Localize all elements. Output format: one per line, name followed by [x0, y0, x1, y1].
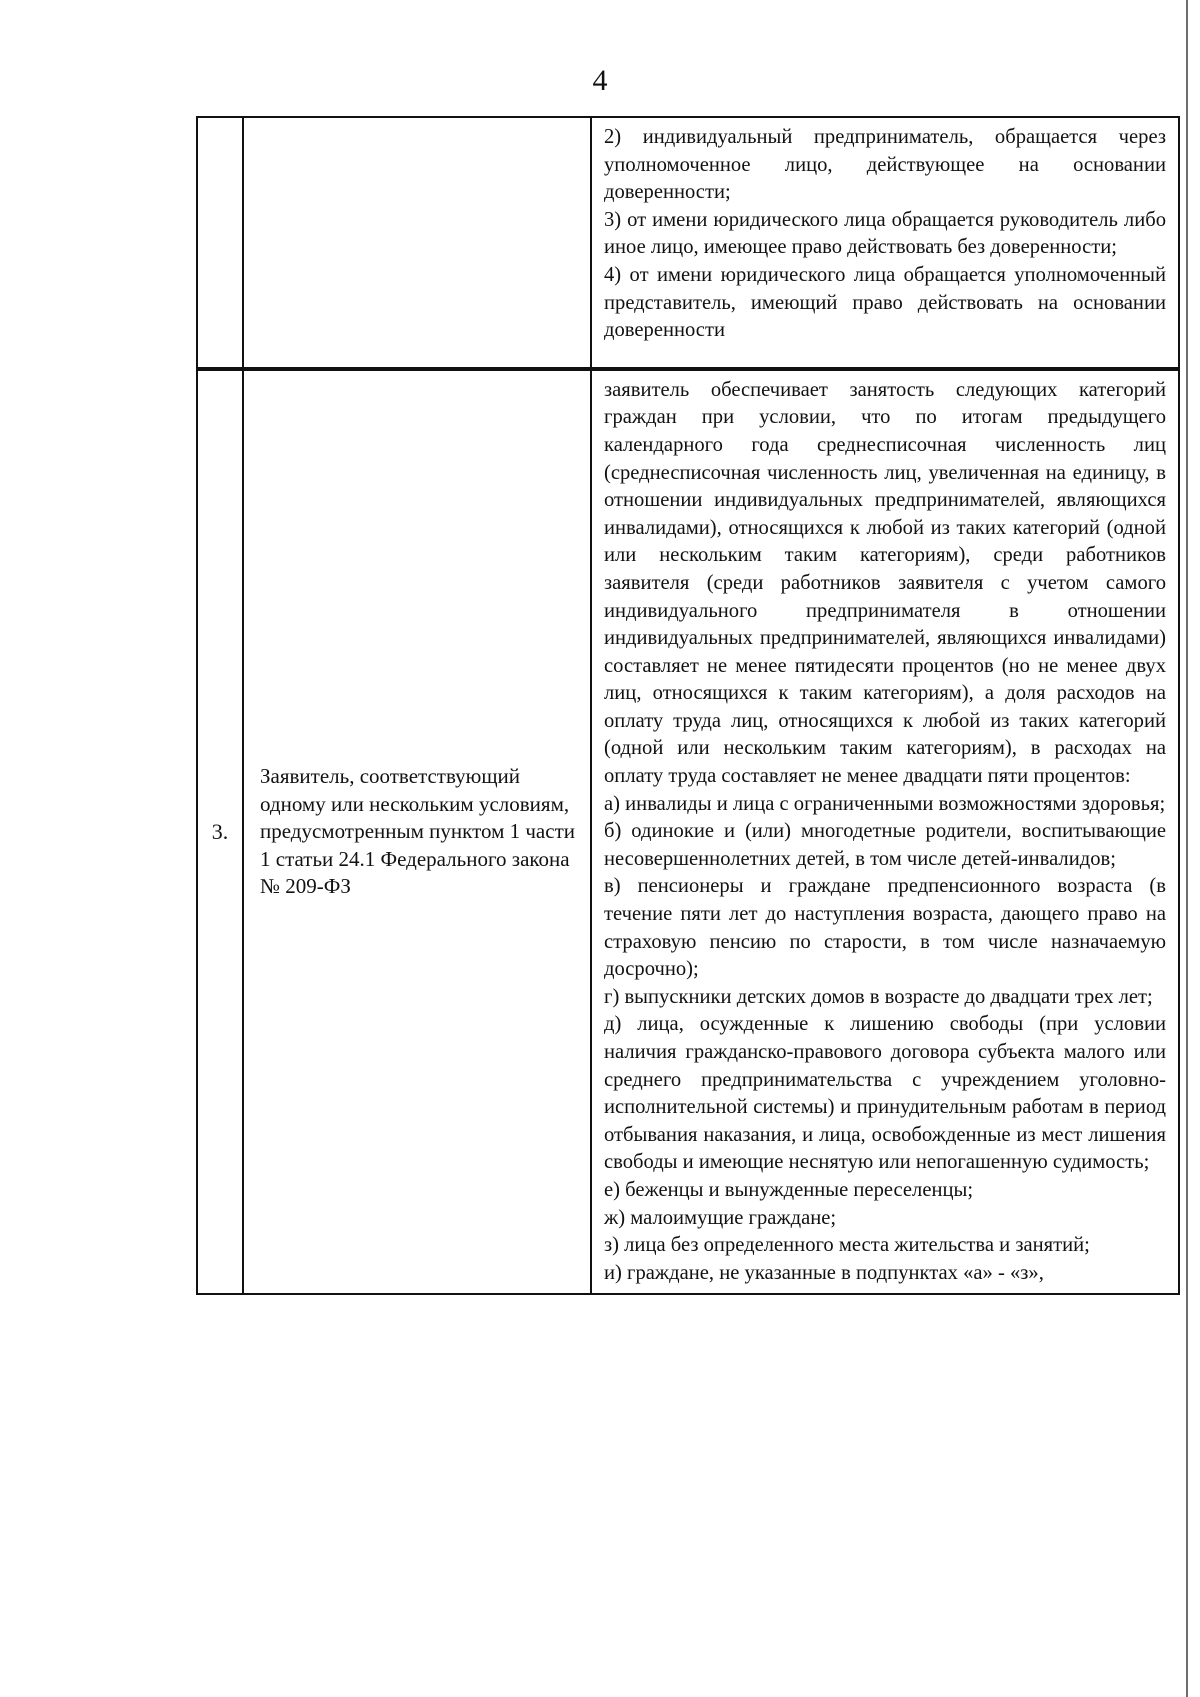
applicant-type-cell [244, 118, 592, 367]
page-number: 4 [592, 64, 608, 97]
table-row [198, 367, 1178, 1294]
condition-paragraph: 2) индивидуальный предприниматель, обращается через уполномоченное лицо, действующее на основании доверенности; [604, 126, 1166, 204]
condition-paragraph: д) лица, осужденные к лишению свободы (при условии наличия гражданско-правового договора субъекта малого или среднего предпринимательства с учреждением уголовно-исполнительной системы) и принудительным работам в период отбывания наказания, и лица, освобожденные из мест лишения свободы и имеющие неснятую или непогашенную судимость; [604, 1013, 1166, 1174]
applicant-table [196, 116, 1180, 1295]
conditions-cell [592, 118, 1178, 367]
row-number-cell [198, 118, 244, 367]
row-number: 3. [211, 819, 229, 845]
conditions-cell [592, 371, 1178, 1294]
condition-paragraph: заявитель обеспечивает занятость следующих категорий граждан при условии, что по итогам предыдущего календарного года среднесписочная численность лиц (среднесписочная численность лиц, увеличенная на единицу, в отношении индивидуальных предпринимателей, являющихся инвалидами), относящихся к любой из таких категорий (одной или нескольким таким категориям), среди работников заявителя (среди работников заявителя с учетом самого индивидуального предпринимателя в отношении индивидуальных предпринимателей, являющихся инвалидами) составляет не менее пятидесяти процентов (но не менее двух лиц, относящихся к таким категориям), а доля расходов на оплату труда лиц, относящихся к любой из таких категорий (одной или нескольким таким категориям), в расходах на оплату труда составляет не менее двадцати пяти процентов: [604, 378, 1166, 788]
table-row [198, 116, 1178, 367]
condition-paragraph: 4) от имени юридического лица обращается уполномоченный представитель, имеющий право действовать на основании доверенности [604, 263, 1166, 342]
condition-paragraph: б) одинокие и (или) многодетные родители, воспитывающие несовершеннолетних детей, в том числе детей-инвалидов; [604, 820, 1166, 870]
condition-paragraph: з) лица без определенного места жительства и занятий; [604, 1234, 1090, 1257]
condition-paragraph: а) инвалиды и лица с ограниченными возможностями здоровья; [604, 792, 1166, 815]
condition-paragraph: г) выпускники детских домов в возрасте до двадцати трех лет; [604, 985, 1153, 1008]
condition-paragraph: ж) малоимущие граждане; [604, 1206, 837, 1229]
applicant-type: Заявитель, соответствующий одному или нескольким условиям, предусмотренным пунктом 1 части 1 статьи 24.1 Федерального закона № 209-ФЗ [260, 764, 575, 899]
row-number-cell [198, 371, 244, 1294]
condition-paragraph: е) беженцы и вынужденные переселенцы; [604, 1178, 974, 1201]
applicant-type-cell [244, 371, 592, 1294]
scan-margin-line [1186, 0, 1188, 1697]
condition-paragraph: в) пенсионеры и граждане предпенсионного возраста (в течение пяти лет до наступления возраста, дающего право на страховую пенсию по старости, в том числе назначаемую досрочно); [604, 875, 1166, 981]
condition-paragraph: 3) от имени юридического лица обращается руководитель либо иное лицо, имеющее право действовать без доверенности; [604, 208, 1166, 259]
condition-paragraph: и) граждане, не указанные в подпунктах «а» - «з», [604, 1261, 1044, 1284]
